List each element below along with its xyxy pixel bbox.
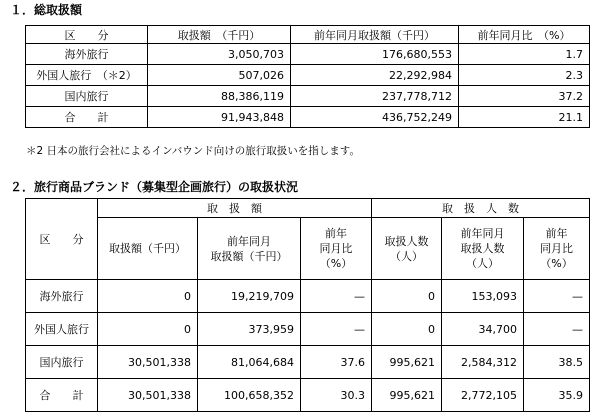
header-ratio: 前年同月比 （%）: [459, 26, 590, 44]
people-ratio-cell: 35.9: [524, 379, 590, 412]
group-header-people: 取 扱 人 数: [372, 199, 590, 218]
prev-amount-cell: 436,752,249: [291, 107, 459, 128]
amount-cell: 30,501,338: [98, 379, 198, 412]
ratio-cell: 21.1: [459, 107, 590, 128]
people-cell: 995,621: [372, 346, 442, 379]
people-cell: 995,621: [372, 379, 442, 412]
people-ratio-cell: —: [524, 313, 590, 346]
prev-people-cell: 153,093: [442, 280, 524, 313]
table-row: [26, 313, 590, 346]
row-label: 海外旅行: [26, 280, 98, 313]
header-category: 区 分: [26, 26, 148, 44]
table-header-row: [26, 26, 590, 44]
total-handling-table: [25, 25, 590, 128]
table-row: [26, 44, 590, 65]
amount-cell: 88,386,119: [148, 86, 291, 107]
group-header-row: [26, 199, 590, 218]
table-row: [26, 65, 590, 86]
footnote: ＊2 日本の旅行会社によるインバウンド向けの旅行取扱いを指します。: [26, 145, 360, 157]
people-cell: 0: [372, 313, 442, 346]
header-prev-amount: 前年同月取扱額（千円）: [291, 26, 459, 44]
header-amount: 取扱額 （千円）: [148, 26, 291, 44]
header-amount: 取扱額（千円）: [98, 218, 198, 280]
header-people: 取扱人数 （人）: [372, 218, 442, 280]
sub-header-row: [26, 218, 590, 280]
amount-ratio-cell: —: [301, 280, 372, 313]
ratio-cell: 37.2: [459, 86, 590, 107]
prev-people-cell: 34,700: [442, 313, 524, 346]
prev-amount-cell: 237,778,712: [291, 86, 459, 107]
group-header-amount: 取 扱 額: [98, 199, 372, 218]
header-people-ratio: 前年 同月比 （%）: [524, 218, 590, 280]
ratio-cell: 2.3: [459, 65, 590, 86]
prev-amount-cell: 81,064,684: [198, 346, 301, 379]
prev-people-cell: 2,584,312: [442, 346, 524, 379]
section2-heading: ２．旅行商品ブランド（募集型企画旅行）の取扱状況: [10, 180, 299, 194]
amount-cell: 507,026: [148, 65, 291, 86]
amount-cell: 30,501,338: [98, 346, 198, 379]
amount-ratio-cell: —: [301, 313, 372, 346]
people-ratio-cell: —: [524, 280, 590, 313]
row-label: 国内旅行: [26, 346, 98, 379]
prev-amount-cell: 19,219,709: [198, 280, 301, 313]
table-row: [26, 280, 590, 313]
amount-ratio-cell: 30.3: [301, 379, 372, 412]
table-row-total: [26, 379, 590, 412]
prev-people-cell: 2,772,105: [442, 379, 524, 412]
row-label: 合 計: [26, 107, 148, 128]
row-label: 合 計: [26, 379, 98, 412]
row-label: 海外旅行: [26, 44, 148, 65]
amount-cell: 91,943,848: [148, 107, 291, 128]
header-prev-people: 前年同月 取扱人数 （人）: [442, 218, 524, 280]
people-cell: 0: [372, 280, 442, 313]
amount-cell: 0: [98, 313, 198, 346]
people-ratio-cell: 38.5: [524, 346, 590, 379]
amount-cell: 0: [98, 280, 198, 313]
section1-heading: １．総取扱額: [10, 3, 83, 17]
header-amount-ratio: 前年 同月比 （%）: [301, 218, 372, 280]
row-label: 外国人旅行 （＊2）: [26, 65, 148, 86]
amount-ratio-cell: 37.6: [301, 346, 372, 379]
amount-cell: 3,050,703: [148, 44, 291, 65]
ratio-cell: 1.7: [459, 44, 590, 65]
table-row: [26, 346, 590, 379]
header-prev-amount: 前年同月 取扱額（千円）: [198, 218, 301, 280]
row-label: 国内旅行: [26, 86, 148, 107]
prev-amount-cell: 22,292,984: [291, 65, 459, 86]
brand-handling-table: [25, 198, 590, 412]
table-row: [26, 86, 590, 107]
prev-amount-cell: 373,959: [198, 313, 301, 346]
header-category: 区 分: [26, 199, 98, 280]
row-label: 外国人旅行: [26, 313, 98, 346]
prev-amount-cell: 176,680,553: [291, 44, 459, 65]
prev-amount-cell: 100,658,352: [198, 379, 301, 412]
table-row-total: [26, 107, 590, 128]
